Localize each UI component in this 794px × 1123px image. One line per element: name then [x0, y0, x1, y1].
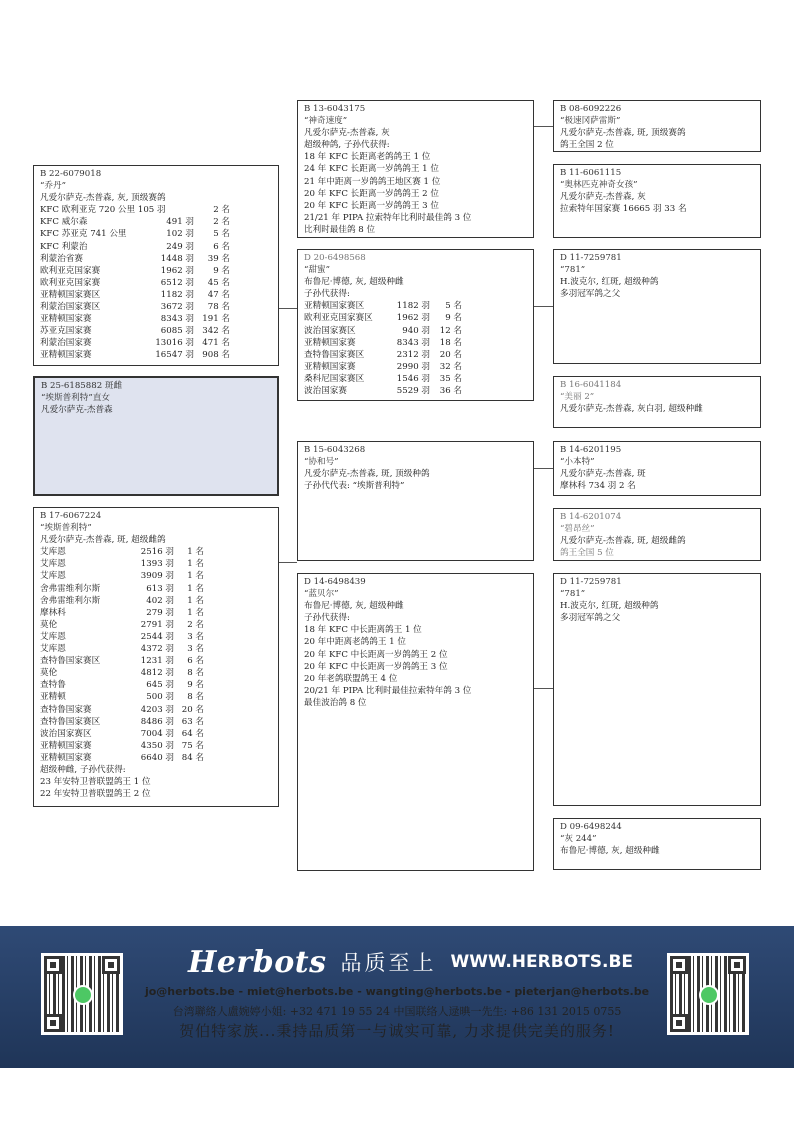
race-name: 亚精顿国家赛区 [40, 289, 101, 300]
breeder-name: 凡爱尔萨克-杰普森 [41, 405, 113, 416]
ring-number: B 08-6092226 [560, 104, 622, 114]
result-row [40, 349, 272, 361]
result-row [40, 631, 272, 643]
entries-count: 4372 羽 [140, 644, 174, 655]
race-name: 艾库恩 [40, 644, 66, 655]
info-line: 子孙代代表: “埃斯普利特” [304, 481, 405, 492]
result-row [40, 546, 272, 558]
entries-count: 249 羽 [166, 241, 194, 252]
brand-slogan: 品质至上 [340, 951, 437, 975]
sire-sire-card [297, 100, 534, 238]
entries-count: 402 羽 [146, 595, 174, 606]
info-line: 凡爱尔萨克-杰普森, 灰 [304, 128, 390, 139]
info-line: 20 年老鸽联盟鸽王 4 位 [304, 673, 398, 684]
result-row [40, 301, 272, 313]
sire-dam-sire-card [553, 249, 761, 364]
race-name: 亚精顿国家赛 [40, 752, 92, 763]
race-name: 波治国家赛区 [40, 728, 92, 739]
placement: 9 名 [187, 680, 204, 691]
connector-line [534, 126, 553, 127]
placement: 1 名 [187, 595, 204, 606]
placement: 84 名 [181, 752, 204, 763]
result-row [40, 583, 272, 595]
entries-count: 491 羽 [166, 217, 194, 228]
race-name: 艾库恩 [40, 571, 66, 582]
dam-sire-dam-card [553, 508, 761, 561]
info-line: 20 年 KFC 长距离一岁鸽鸽王 3 位 [304, 200, 439, 211]
ring-number: D 20-6498568 [304, 253, 366, 263]
info-line: 比利时最佳鸽 8 位 [304, 224, 376, 235]
entries-count: 279 羽 [146, 607, 174, 618]
info-line: 子孙代获得: [304, 289, 350, 300]
result-row [40, 277, 272, 289]
ring-number: B 13-6043175 [304, 104, 366, 114]
result-row [304, 337, 527, 349]
result-row [40, 289, 272, 301]
result-row [40, 595, 272, 607]
ring-number: B 22-6079018 [40, 169, 102, 179]
placement: 64 名 [181, 728, 204, 739]
info-line: 摩林科 734 羽 2 名 [560, 481, 636, 492]
dam-dam-card [297, 573, 534, 871]
placement: 18 名 [439, 337, 462, 348]
placement: 1 名 [187, 607, 204, 618]
info-line: 凡爱尔萨克-杰普森, 灰 [560, 192, 646, 203]
pigeon-name: “乔丹” [40, 181, 66, 192]
pigeon-name: “埃斯普利特”直女 [41, 393, 110, 404]
sire-sire-sire-card [553, 100, 761, 152]
info-line: 21 年中距离一岁鸽鸽王地区赛 1 位 [304, 176, 441, 187]
race-name: 艾库恩 [40, 559, 66, 570]
info-line: 21/21 年 PIPA 拉索特年比利时最佳鸽 3 位 [304, 212, 472, 223]
placement: 5 名 [445, 301, 462, 312]
result-row [304, 385, 527, 397]
ring-number: D 09-6498244 [560, 822, 622, 832]
connector-line [534, 468, 553, 469]
placement: 1 名 [187, 547, 204, 558]
race-name: 莫伦 [40, 619, 58, 630]
pigeon-name: “协和号” [304, 457, 339, 468]
info-line: 20 年 KFC 中长距离一岁鸽鸽王 2 位 [304, 649, 448, 660]
dam-dam-sire-card [553, 573, 761, 806]
result-row [40, 204, 272, 216]
info-line: 24 年 KFC 长距离一岁鸽鸽王 1 位 [304, 164, 439, 175]
info-line: 凡爱尔萨克-杰普森, 斑, 顶级种鸽 [304, 469, 430, 480]
pigeon-name: “小本特” [560, 457, 595, 468]
race-name: 亚精顿国家赛 [40, 314, 92, 325]
race-name: 苏亚克国家赛 [40, 326, 92, 337]
entries-count: 500 羽 [146, 692, 174, 703]
info-line: 多羽冠军鸽之父 [560, 613, 621, 624]
info-line: 凡爱尔萨克-杰普森, 斑, 超级雌鸽 [560, 536, 686, 547]
race-name: KFC 欧利亚克 720 公里 105 羽 [40, 205, 166, 216]
entries-count: 2990 羽 [396, 361, 430, 372]
ring-number: B 17-6067224 [40, 511, 102, 521]
ring-number: B 25-6185882 斑雌 [41, 381, 123, 391]
placement: 9 名 [213, 265, 230, 276]
placement: 6 名 [187, 656, 204, 667]
result-row [304, 300, 527, 312]
entries-count: 1182 羽 [160, 289, 194, 300]
race-name: 艾库恩 [40, 547, 66, 558]
entries-count: 1448 羽 [160, 253, 194, 264]
result-row [40, 570, 272, 582]
dam-card [33, 507, 279, 807]
offspring-heading: 超级种雌, 子孙代获得: [40, 764, 126, 775]
entries-count: 1962 羽 [396, 313, 430, 324]
ring-number: D 14-6498439 [304, 577, 366, 587]
dam-dam-dam-card [553, 818, 761, 870]
placement: 3 名 [187, 631, 204, 642]
info-line: 布鲁尼·博德, 灰, 超级种雌 [304, 277, 404, 288]
entries-count: 2516 羽 [140, 547, 174, 558]
result-row [40, 228, 272, 240]
race-name: 亚精顿 [40, 692, 66, 703]
placement: 1 名 [187, 583, 204, 594]
placement: 2 名 [213, 205, 230, 216]
pigeon-name: “埃斯普利特” [40, 523, 92, 534]
sire-dam-card [297, 249, 534, 401]
placement: 2 名 [213, 217, 230, 228]
pigeon-name: “灰 244” [560, 834, 597, 845]
entries-count: 8486 羽 [140, 716, 174, 727]
race-name: 摩林科 [40, 607, 66, 618]
result-row [40, 325, 272, 337]
pigeon-name: “神奇速度” [304, 116, 348, 127]
results-list [40, 204, 272, 361]
info-line: 鸽王全国 5 位 [560, 548, 614, 559]
result-row [40, 740, 272, 752]
entries-count: 102 羽 [166, 229, 194, 240]
info-line: 布鲁尼·博德, 灰, 超级种雌 [560, 846, 660, 857]
entries-count: 3909 羽 [140, 571, 174, 582]
result-row [304, 349, 527, 361]
race-name: 亚精顿国家赛 [304, 337, 356, 348]
placement: 1 名 [187, 559, 204, 570]
entries-count: 1182 羽 [396, 301, 430, 312]
entries-count: 6512 羽 [160, 277, 194, 288]
result-row [40, 216, 272, 228]
placement: 6 名 [213, 241, 230, 252]
entries-count: 7004 羽 [140, 728, 174, 739]
race-name: 查特鲁国家赛区 [304, 349, 365, 360]
ring-number: D 11-7259781 [560, 577, 622, 587]
result-row [40, 337, 272, 349]
placement: 9 名 [445, 313, 462, 324]
info-line: 凡爱尔萨克-杰普森, 灰白羽, 超级种雌 [560, 404, 703, 415]
info-line: 子孙代获得: [304, 613, 350, 624]
sire-sire-dam-card [553, 164, 761, 238]
info-line: 最佳波治鸽 8 位 [304, 697, 367, 708]
entries-count: 2312 羽 [396, 349, 430, 360]
race-name: KFC 利蒙治 [40, 241, 88, 252]
race-name: 波治国家赛区 [304, 325, 356, 336]
race-name: 利蒙治国家赛区 [40, 302, 101, 313]
entries-count: 13016 羽 [155, 338, 194, 349]
pigeon-name: “甜蜜” [304, 265, 330, 276]
result-row [40, 716, 272, 728]
result-row [40, 643, 272, 655]
entries-count: 16547 羽 [155, 350, 194, 361]
info-line: 20 年中距离老鸽鸽王 1 位 [304, 637, 406, 648]
placement: 47 名 [207, 289, 230, 300]
info-line: 20 年 KFC 长距离一岁鸽鸽王 2 位 [304, 188, 439, 199]
result-row [304, 325, 527, 337]
pigeon-description: 凡爱尔萨克-杰普森, 斑, 超级雌鸽 [40, 535, 166, 546]
pigeon-name: “781” [560, 589, 586, 600]
result-row [40, 253, 272, 265]
result-row [304, 312, 527, 324]
placement: 63 名 [181, 716, 204, 727]
placement: 8 名 [187, 668, 204, 679]
results-list [304, 300, 527, 397]
herbots-logo: Herbots [188, 944, 327, 980]
info-line: 布鲁尼·博德, 灰, 超级种雌 [304, 601, 404, 612]
entries-count: 1546 羽 [396, 373, 430, 384]
entries-count: 5529 羽 [396, 386, 430, 397]
pigeon-description: 凡爱尔萨克-杰普森, 灰, 顶级赛鸽 [40, 193, 166, 204]
pigeon-name: “蓝贝尔” [304, 589, 339, 600]
race-name: 欧利亚克国家赛 [40, 277, 101, 288]
info-line: H.波克尔, 红斑, 超级种鸽 [560, 277, 659, 288]
placement: 45 名 [207, 277, 230, 288]
ring-number: D 11-7259781 [560, 253, 622, 263]
connector-line [534, 688, 553, 689]
entries-count: 1231 羽 [140, 656, 174, 667]
email-contacts[interactable]: jo@herbots.be - miet@herbots.be - wangting@herbots.be - pieterjan@herbots.be [144, 985, 650, 998]
result-row [40, 667, 272, 679]
race-name: 亚精顿国家赛 [40, 350, 92, 361]
entries-count: 4812 羽 [140, 668, 174, 679]
sire-card [33, 165, 279, 366]
info-line: 凡爱尔萨克-杰普森, 斑, 顶级赛鸽 [560, 128, 686, 139]
results-list [40, 546, 272, 764]
race-name: 欧利亚克国家赛区 [304, 313, 373, 324]
dam-sire-card [297, 441, 534, 561]
result-row [40, 607, 272, 619]
race-name: KFC 苏亚克 741 公里 [40, 229, 127, 240]
entries-count: 8343 羽 [160, 314, 194, 325]
race-name: 利蒙治省赛 [40, 253, 83, 264]
pigeon-name: “奥林匹克神奇女孩” [560, 180, 638, 191]
race-name: 莫伦 [40, 668, 58, 679]
result-row [40, 679, 272, 691]
entries-count: 613 羽 [146, 583, 174, 594]
result-row [40, 241, 272, 253]
result-row [40, 265, 272, 277]
pigeon-name: “碧昂丝” [560, 524, 595, 535]
placement: 20 名 [181, 704, 204, 715]
entries-count: 6085 羽 [160, 326, 194, 337]
placement: 342 名 [202, 326, 230, 337]
info-line: 18 年 KFC 中长距离鸽王 1 位 [304, 625, 422, 636]
race-name: 查特鲁国家赛 [40, 704, 92, 715]
placement: 78 名 [207, 302, 230, 313]
result-row [40, 752, 272, 764]
connector-line [279, 308, 297, 309]
info-line: 超级种鸽, 子孙代获得: [304, 140, 390, 151]
race-name: 查特鲁国家赛区 [40, 656, 101, 667]
placement: 20 名 [439, 349, 462, 360]
info-line: 多羽冠军鸽之父 [560, 289, 621, 300]
result-row [40, 313, 272, 325]
placement: 908 名 [202, 350, 230, 361]
entries-count: 6640 羽 [140, 752, 174, 763]
pigeon-name: “781” [560, 265, 586, 276]
race-name: KFC 威尔森 [40, 217, 88, 228]
placement: 39 名 [207, 253, 230, 264]
placement: 12 名 [439, 325, 462, 336]
info-line: 鸽王全国 2 位 [560, 140, 614, 151]
race-name: 艾库恩 [40, 631, 66, 642]
result-row [40, 691, 272, 703]
entries-count: 645 羽 [146, 680, 174, 691]
placement: 2 名 [187, 619, 204, 630]
placement: 3 名 [187, 644, 204, 655]
ring-number: B 14-6201074 [560, 512, 622, 522]
info-line: H.波克尔, 红斑, 超级种鸽 [560, 601, 659, 612]
connector-line [534, 306, 553, 307]
info-line: 凡爱尔萨克-杰普森, 斑 [560, 469, 646, 480]
placement: 5 名 [213, 229, 230, 240]
ring-number: B 15-6043268 [304, 445, 366, 455]
dam-sire-sire-card [553, 441, 761, 496]
phone-contacts: 台湾聯絡人盧婉婷小姐: +32 471 19 55 24 中国联络人逯晪一先生: +86 131 2015 0755 [172, 1005, 622, 1018]
placement: 1 名 [187, 571, 204, 582]
offspring-result: 22 年安特卫普联盟鸽王 2 位 [40, 789, 151, 800]
placement: 471 名 [202, 338, 230, 349]
result-row [40, 704, 272, 716]
offspring-result: 23 年安特卫普联盟鸽王 1 位 [40, 777, 151, 788]
info-line: 18 年 KFC 长距离老鸽鸽王 1 位 [304, 152, 431, 163]
result-row [40, 728, 272, 740]
pigeon-name: “美丽 2” [560, 392, 595, 403]
entries-count: 4203 羽 [140, 704, 174, 715]
race-name: 舍弗雷维利尔斯 [40, 595, 101, 606]
result-row [40, 619, 272, 631]
company-motto: 贺伯特家族...秉持品质第一与诚实可靠, 力求提供完美的服务! [179, 1022, 615, 1040]
race-name: 亚精顿国家赛 [40, 740, 92, 751]
entries-count: 1393 羽 [140, 559, 174, 570]
connector-line [279, 562, 297, 563]
website-link[interactable]: WWW.HERBOTS.BE [450, 952, 634, 972]
race-name: 波治国家赛 [304, 386, 347, 397]
entries-count: 3672 羽 [160, 302, 194, 313]
ring-number: B 16-6041184 [560, 380, 622, 390]
ring-number: B 14-6201195 [560, 445, 622, 455]
entries-count: 1962 羽 [160, 265, 194, 276]
entries-count: 4350 羽 [140, 740, 174, 751]
result-row [304, 373, 527, 385]
subject-pigeon-card [33, 376, 279, 496]
placement: 75 名 [181, 740, 204, 751]
race-name: 桑科尼国家赛区 [304, 373, 365, 384]
result-row [40, 558, 272, 570]
race-name: 查特鲁 [40, 680, 66, 691]
pigeon-name: “极速冈萨雷斯” [560, 116, 621, 127]
result-row [304, 361, 527, 373]
placement: 32 名 [439, 361, 462, 372]
entries-count: 940 羽 [402, 325, 430, 336]
race-name: 亚精顿国家赛区 [304, 301, 365, 312]
info-line: 20/21 年 PIPA 比利时最佳拉索特年鸽 3 位 [304, 685, 472, 696]
race-name: 利蒙治国家赛 [40, 338, 92, 349]
entries-count: 2791 羽 [140, 619, 174, 630]
sire-dam-dam-card [553, 376, 761, 428]
brand-row [188, 944, 633, 980]
race-name: 舍弗雷维利尔斯 [40, 583, 101, 594]
info-line: 20 年 KFC 中长距离一岁鸽鸽王 3 位 [304, 661, 448, 672]
entries-count: 8343 羽 [396, 337, 430, 348]
race-name: 亚精顿国家赛 [304, 361, 356, 372]
result-row [40, 655, 272, 667]
placement: 35 名 [439, 373, 462, 384]
placement: 191 名 [202, 314, 230, 325]
entries-count: 2544 羽 [140, 631, 174, 642]
info-line: 拉索特年国家赛 16665 羽 33 名 [560, 204, 687, 215]
placement: 8 名 [187, 692, 204, 703]
race-name: 查特鲁国家赛区 [40, 716, 101, 727]
entries-count [152, 204, 194, 216]
placement: 36 名 [439, 386, 462, 397]
ring-number: B 11-6061115 [560, 168, 622, 178]
race-name: 欧利亚克国家赛 [40, 265, 101, 276]
